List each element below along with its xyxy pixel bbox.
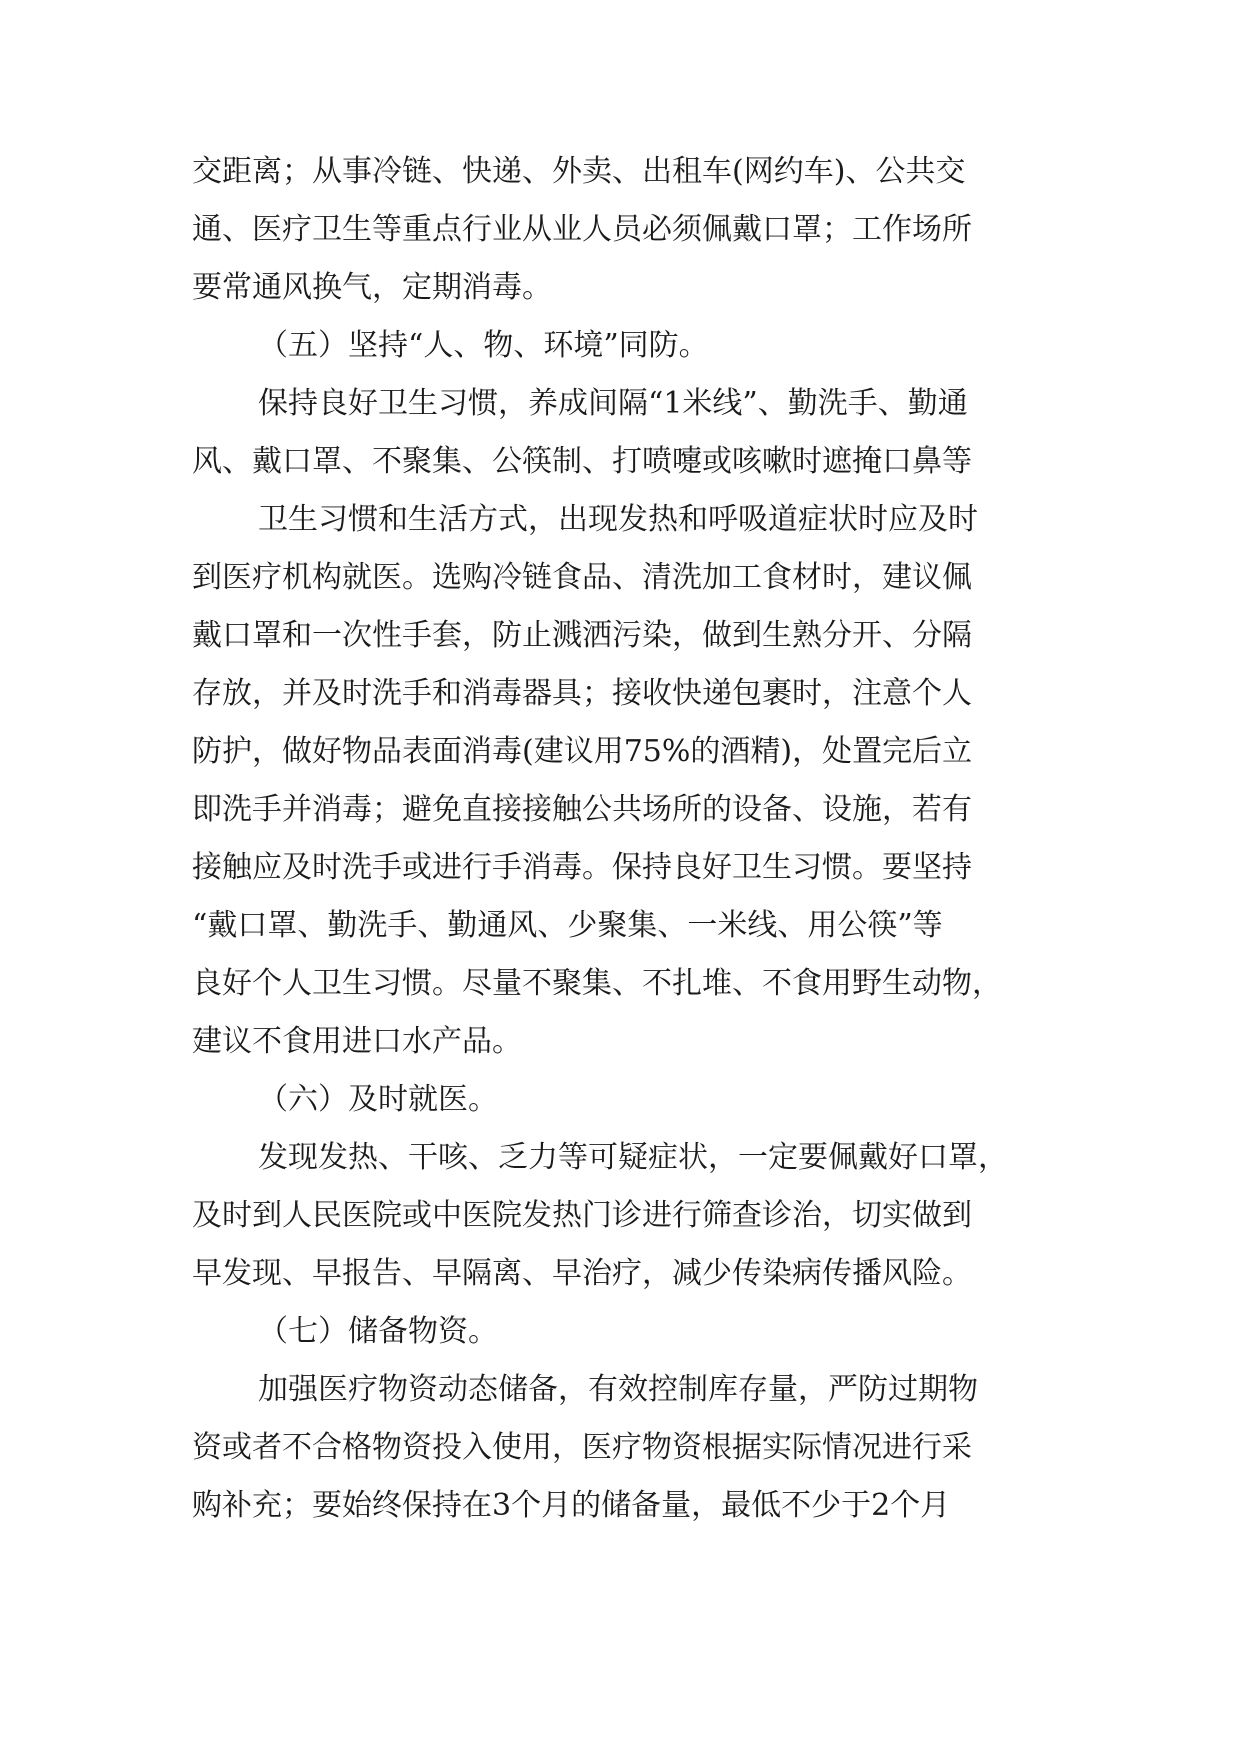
body-line-10: 存放，并及时洗手和消毒器具；接收快递包裹时，注意个人 (192, 676, 972, 711)
body-line-11: 防护，做好物品表面消毒(建议用75%的酒精)，处置完后立 (192, 734, 973, 769)
body-line-5: 保持良好卫生习惯，养成间隔“1米线”、勤洗手、勤通 (258, 386, 968, 421)
body-line-15: 良好个人卫生习惯。尽量不聚集、不扎堆、不食用野生动物， (192, 966, 1002, 1001)
body-line-8: 到医疗机构就医。选购冷链食品、清洗加工食材时，建议佩 (192, 560, 972, 595)
body-line-16: 建议不食用进口水产品。 (192, 1024, 522, 1059)
section-heading-7: （七）储备物资。 (258, 1314, 498, 1349)
body-line-2: 通、医疗卫生等重点行业从业人员必须佩戴口罩；工作场所 (192, 212, 972, 247)
section-heading-6: （六）及时就医。 (258, 1082, 498, 1117)
body-line-9: 戴口罩和一次性手套，防止溅洒污染，做到生熟分开、分隔 (192, 618, 972, 653)
section-heading-5: （五）坚持“人、物、环境”同防。 (258, 328, 709, 363)
body-line-12: 即洗手并消毒；避免直接接触公共场所的设备、设施，若有 (192, 792, 972, 827)
body-line-23: 资或者不合格物资投入使用，医疗物资根据实际情况进行采 (192, 1430, 972, 1465)
body-line-14: “戴口罩、勤洗手、勤通风、少聚集、一米线、用公筷”等 (192, 908, 943, 943)
body-line-24: 购补充；要始终保持在3个月的储备量，最低不少于2个月 (192, 1488, 951, 1523)
body-line-6: 风、戴口罩、不聚集、公筷制、打喷嚏或咳嗽时遮掩口鼻等 (192, 444, 972, 479)
body-line-13: 接触应及时洗手或进行手消毒。保持良好卫生习惯。要坚持 (192, 850, 972, 885)
body-line-18: 发现发热、干咳、乏力等可疑症状，一定要佩戴好口罩， (258, 1140, 1008, 1175)
body-line-19: 及时到人民医院或中医院发热门诊进行筛查诊治，切实做到 (192, 1198, 972, 1233)
body-line-1: 交距离；从事冷链、快递、外卖、出租车(网约车)、公共交 (192, 154, 966, 189)
body-line-20: 早发现、早报告、早隔离、早治疗，减少传染病传播风险。 (192, 1256, 972, 1291)
body-line-3: 要常通风换气，定期消毒。 (192, 270, 552, 305)
body-line-7: 卫生习惯和生活方式，出现发热和呼吸道症状时应及时 (258, 502, 978, 537)
body-line-22: 加强医疗物资动态储备，有效控制库存量，严防过期物 (258, 1372, 978, 1407)
